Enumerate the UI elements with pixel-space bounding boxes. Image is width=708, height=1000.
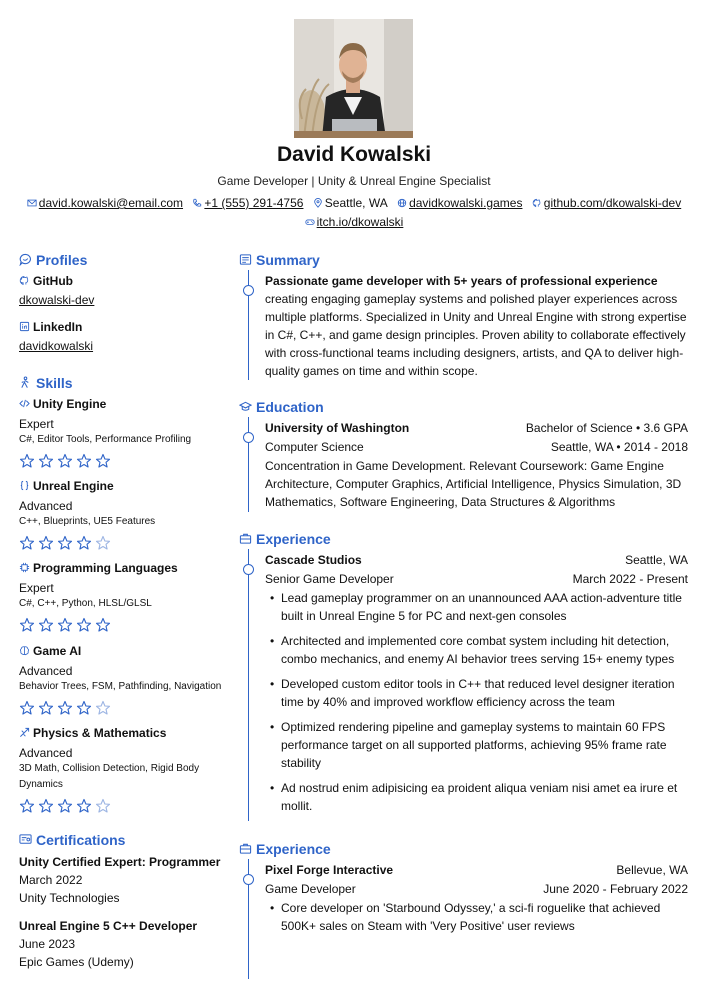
star-empty-icon [95,700,111,716]
experience-bullets [265,589,688,815]
chat-bubble-icon [19,253,32,266]
experience-entry [265,551,688,822]
skill-level: Advanced [19,746,73,760]
experience-heading [239,531,331,547]
skills-heading [19,375,73,391]
skill-keywords: C#, Editor Tools, Performance Profiling [19,434,192,445]
envelope-icon [27,198,37,208]
summary-title: Summary [256,252,320,268]
skill-level: Expert [19,417,54,431]
timeline-dot [243,285,254,296]
star-filled-icon [38,453,54,469]
timeline-dot [243,564,254,575]
star-filled-icon [76,453,92,469]
document-text-icon [239,253,252,266]
experience-position: Senior Game Developer [265,572,394,586]
star-filled-icon [57,798,73,814]
gamepad-icon [305,217,315,227]
timeline-dot [243,432,254,443]
experience-company: Cascade Studios [265,553,362,567]
star-empty-icon [95,798,111,814]
skill-item [19,560,224,633]
skill-level: Expert [19,581,54,595]
star-filled-icon [19,700,35,716]
certification-date: March 2022 [19,873,83,887]
star-filled-icon [95,617,111,633]
star-filled-icon [19,453,35,469]
star-filled-icon [38,798,54,814]
certification-name: Unity Certified Expert: Programmer [19,855,221,869]
star-filled-icon [19,798,35,814]
timeline-line [248,549,249,821]
skill-rating [19,617,224,633]
location-contact [313,196,388,210]
location-text: Seattle, WA [324,196,388,210]
experience-heading [239,841,331,857]
github-contact[interactable] [532,196,681,210]
chip-icon [19,562,30,573]
skill-item [19,478,224,551]
profiles-title: Profiles [36,252,88,268]
summary-body [265,272,688,380]
experience-entry [265,861,688,942]
education-area: Computer Science [265,440,364,454]
person-running-icon [19,376,32,389]
experience-dates: March 2022 - Present [572,572,688,586]
star-filled-icon [57,617,73,633]
map-pin-icon [313,198,323,208]
star-filled-icon [95,453,111,469]
star-filled-icon [76,535,92,551]
certification-date: June 2023 [19,937,76,951]
skill-rating [19,700,224,716]
education-title: Education [256,399,324,415]
experience-bullet: • Lead gameplay programmer on an unannounced AAA action-adventure title built in Unreal Engine 5 for PC and next-gen consoles [265,589,688,625]
skill-level: Advanced [19,499,73,513]
skill-name: Game AI [33,644,82,658]
phone-contact[interactable] [192,196,303,210]
experience-position: Game Developer [265,882,356,896]
certificate-icon [19,833,32,846]
profile-photo [294,19,413,138]
briefcase-icon [239,532,252,545]
star-filled-icon [76,617,92,633]
star-empty-icon [95,535,111,551]
experience-bullet: • Optimized rendering pipeline and gameplay systems to maintain 60 FPS performance target on all supported platforms, achieving 95% frame rate stability [265,718,688,772]
braces-icon [19,480,30,491]
experience-title: Experience [256,841,331,857]
star-filled-icon [76,700,92,716]
briefcase-icon [239,842,252,855]
github-icon [19,275,30,286]
profiles-heading [19,252,87,268]
experience-bullet: • Ad nostrud enim adipisicing ea proident aliqua veniam nisi amet ea irure et mollit. [265,779,688,815]
profile-network: LinkedIn [33,320,83,334]
website-contact[interactable] [397,196,522,210]
skill-keywords: C#, C++, Python, HLSL/GLSL [19,598,152,609]
skills-title: Skills [36,375,73,391]
star-filled-icon [38,535,54,551]
candidate-name: David Kowalski [276,143,432,166]
education-institution: University of Washington [265,421,410,435]
skill-name: Unreal Engine [33,479,114,493]
education-details: Concentration in Game Development. Relevant Coursework: Game Engine Architecture, Computer Graphics, Artificial Intelligence, Physics Simulation, 3D Mathematics, Software Engineering, Data Structures & Algorithms [265,459,682,509]
profile-github [19,273,224,308]
experience-bullet: • Developed custom editor tools in C++ that reduced level designer iteration time by 40% and improved workflow efficiency across the team [265,675,688,711]
experience-location: Bellevue, WA [616,863,688,877]
skill-rating [19,535,224,551]
experience-dates: June 2020 - February 2022 [543,882,688,896]
email-contact[interactable] [27,196,183,210]
email-link[interactable]: david.kowalski@email.com [38,196,184,210]
education-location-dates: Seattle, WA • 2014 - 2018 [550,440,688,454]
brain-icon [19,645,30,656]
skill-name: Physics & Mathematics [33,726,167,740]
skill-keywords: 3D Math, Collision Detection, Rigid Body Dynamics [19,763,200,790]
experience-bullet: • Architected and implemented core combat system including hit detection, combo mechanics, and enemy AI behavior trees serving 15+ enemy types [265,632,688,668]
profile-username-link[interactable]: dkowalski-dev [19,293,95,307]
timeline-dot [243,874,254,885]
skill-keywords: Behavior Trees, FSM, Pathfinding, Navigation [19,681,222,692]
globe-icon [397,198,407,208]
vector-icon [19,727,30,738]
certification-item [19,853,224,907]
certification-name: Unreal Engine 5 C++ Developer [19,919,198,933]
skill-item [19,725,224,814]
linkedin-icon [19,321,30,332]
headline: Game Developer | Unity & Unreal Engine Specialist [217,174,491,188]
summary-lead: Passionate game developer with 5+ years of professional experience [265,274,658,288]
star-filled-icon [76,798,92,814]
education-degree: Bachelor of Science • 3.6 GPA [525,421,688,435]
experience-company: Pixel Forge Interactive [265,863,394,877]
skill-rating [19,453,224,469]
contact-row [0,196,708,210]
education-entry [265,419,688,511]
experience-bullets [265,899,688,935]
star-filled-icon [19,535,35,551]
phone-icon [192,198,202,208]
star-filled-icon [57,453,73,469]
certification-item [19,917,224,971]
graduation-cap-icon [239,400,252,413]
star-filled-icon [38,617,54,633]
experience-title: Experience [256,531,331,547]
skill-rating [19,798,224,814]
github-link[interactable]: github.com/dkowalski-dev [543,196,682,210]
experience-bullet: • Core developer on 'Starbound Odyssey,' a sci-fi roguelike that achieved 500K+ sales on Steam with 'Very Positive' user reviews [265,899,688,935]
phone-link[interactable]: +1 (555) 291-4756 [204,196,304,210]
code-icon [19,398,30,409]
certification-issuer: Unity Technologies [19,891,120,905]
experience-location: Seattle, WA [625,553,688,567]
certifications-title: Certifications [36,832,126,848]
star-filled-icon [57,535,73,551]
skill-keywords: C++, Blueprints, UE5 Features [19,516,156,527]
star-filled-icon [19,617,35,633]
github-icon [532,198,542,208]
certification-issuer: Epic Games (Udemy) [19,955,134,969]
itch-contact[interactable] [305,215,404,229]
education-heading [239,399,324,415]
skill-item [19,643,224,716]
certifications-heading [19,832,125,848]
skill-name: Unity Engine [33,397,107,411]
profile-linkedin [19,319,224,354]
itch-link[interactable]: itch.io/dkowalski [316,215,404,229]
skill-level: Advanced [19,664,73,678]
skill-name: Programming Languages [33,561,178,575]
contact-row-2 [0,215,708,229]
summary-heading [239,252,320,268]
profile-username-link[interactable]: davidkowalski [19,339,94,353]
summary-text: creating engaging gameplay systems and polished player experiences across multiple platforms. Specialized in Unity and Unreal Engine with strong expertise in C#, C++, and game design principles. Proven ability to collaborate effectively with cross-functional teams including designers, artists, and QA to deliver high-quality games on time and within scope. [265,292,687,378]
star-filled-icon [38,700,54,716]
profile-network: GitHub [33,274,73,288]
skill-item [19,396,224,469]
star-filled-icon [57,700,73,716]
website-link[interactable]: davidkowalski.games [409,196,523,210]
